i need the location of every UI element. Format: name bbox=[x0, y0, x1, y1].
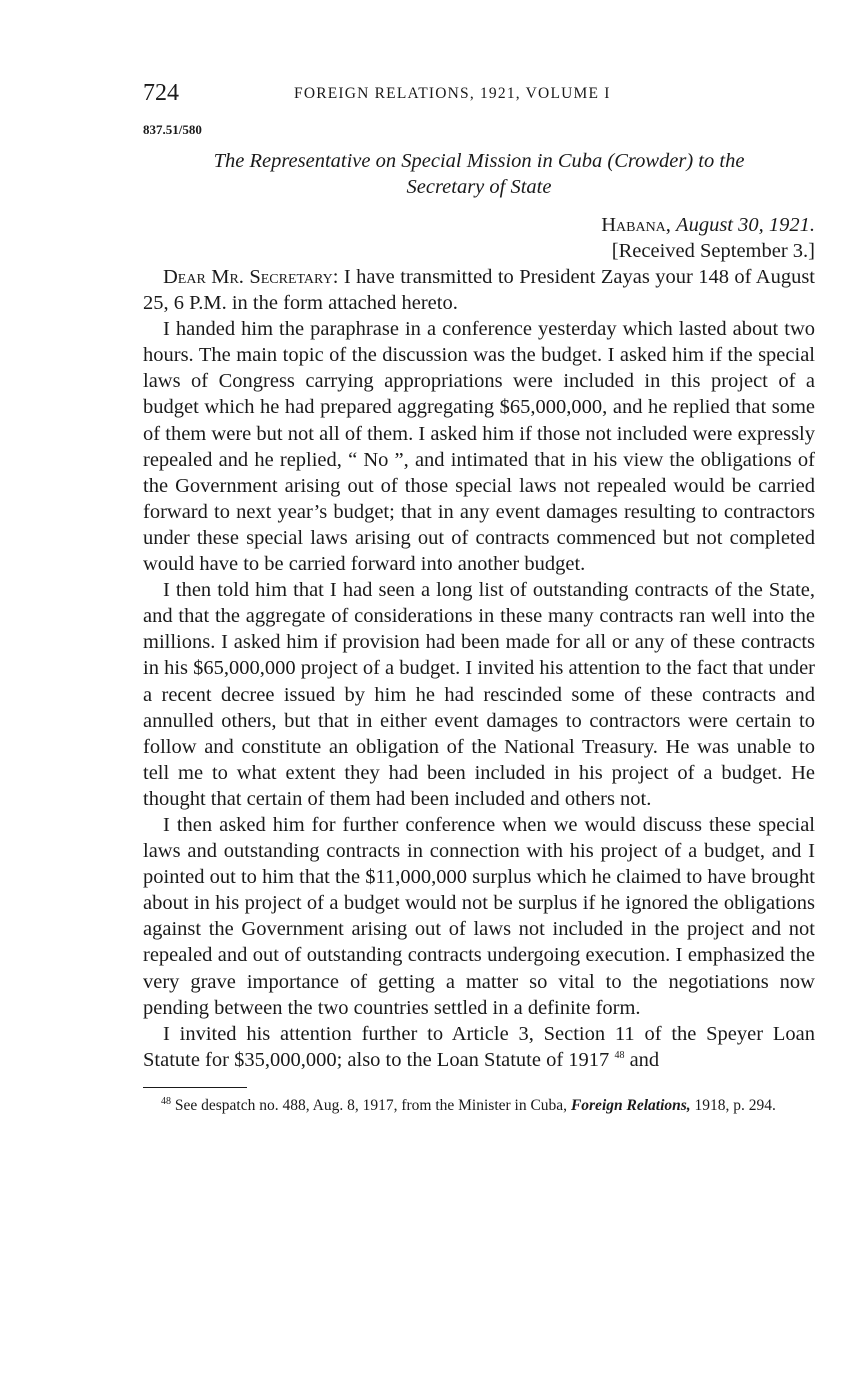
paragraph-1-text: I have transmitted to President Zayas your 148 of August 25, 6 P.M. in the form attached hereto. bbox=[143, 266, 816, 315]
paragraph-4: I then asked him for further conference when we would discuss these special laws and outstanding contracts in connection with his project of a budget, and I pointed out to him that the $11,000,000 surplus which he claimed to have brought about in his project of a budget would not be surplus if he ignored the obligations against the Government arising out of laws not included in the project and not repealed and out of outstanding contracts undergoing execution. I emphasized the very grave importance of getting a matter so vital to the negotiations now pending between the two countries settled in a definite form. bbox=[143, 813, 815, 1019]
footnote-reference: 48 bbox=[614, 1049, 625, 1061]
title-line-1: The Representative on Special Mission in Cuba (Crowder) to the bbox=[213, 150, 745, 172]
document-page bbox=[143, 78, 815, 1115]
dateline bbox=[143, 212, 815, 238]
footnote-text-end: 1918, p. 294. bbox=[690, 1096, 776, 1114]
dateline-date: August 30, 1921. bbox=[676, 214, 815, 236]
paragraph-5-tail: and bbox=[624, 1048, 660, 1071]
paragraph-3: I then told him that I had seen a long list of outstanding contracts of the State, and that the aggregate of considerations in these many contracts ran well into the millions. I asked him if provision had been made for all or any of these contracts in his $65,000,000 project of a budget. I invited his attention to the fact that under a recent decree issued by him he had rescinded some of these contracts and annulled others, but that in either event damages to contractors were certain to follow and constitute an obligation of the National Treasury. He was unable to tell me to what extent they had been included in his project of a budget. He thought that certain of them had been included and others not. bbox=[143, 579, 815, 810]
footnote-marker: 48 bbox=[161, 1095, 171, 1107]
title-line-2: Secretary of State bbox=[406, 176, 552, 198]
paragraph-1 bbox=[143, 264, 815, 316]
letter-body bbox=[143, 264, 815, 1073]
dateline-place: Habana, bbox=[601, 214, 671, 236]
document-title bbox=[143, 148, 815, 200]
received-note: [Received September 3.] bbox=[611, 240, 815, 262]
file-number: 837.51/580 bbox=[143, 122, 202, 137]
footnote-ref-title: Foreign Relations, bbox=[570, 1096, 691, 1114]
footnote-text: See despatch no. 488, Aug. 8, 1917, from the Minister in Cuba, bbox=[171, 1096, 571, 1114]
paragraph-5 bbox=[143, 1021, 815, 1073]
salutation: Dear Mr. Secretary: bbox=[163, 266, 339, 288]
running-head bbox=[143, 78, 815, 112]
running-title: FOREIGN RELATIONS, 1921, VOLUME I bbox=[294, 85, 611, 102]
footnote-divider bbox=[143, 1087, 247, 1088]
page-number: 724 bbox=[143, 80, 179, 106]
paragraph-5-text: I invited his attention further to Article 3, Section 11 of the Speyer Loan Statute for $35,000,000; also to the Loan Statute of 1917 bbox=[143, 1022, 815, 1071]
paragraph-2: I handed him the paraphrase in a conference yesterday which lasted about two hours. The main topic of the discussion was the budget. I asked him if the special laws of Congress carrying appropriations were included in this project of a budget which he had prepared aggregating $65,000,000, and he replied that some of them were but not all of them. I asked him if those not included were expressly repealed and he replied, “ No ”, and intimated that in his view the obligations of the Government arising out of those special laws not repealed would be carried forward to next year’s budget; that in any event damages resulting to contractors under these special laws arising out of contracts commenced but not completed would have to be carried forward into another budget. bbox=[143, 318, 815, 576]
footnote bbox=[143, 1096, 815, 1115]
